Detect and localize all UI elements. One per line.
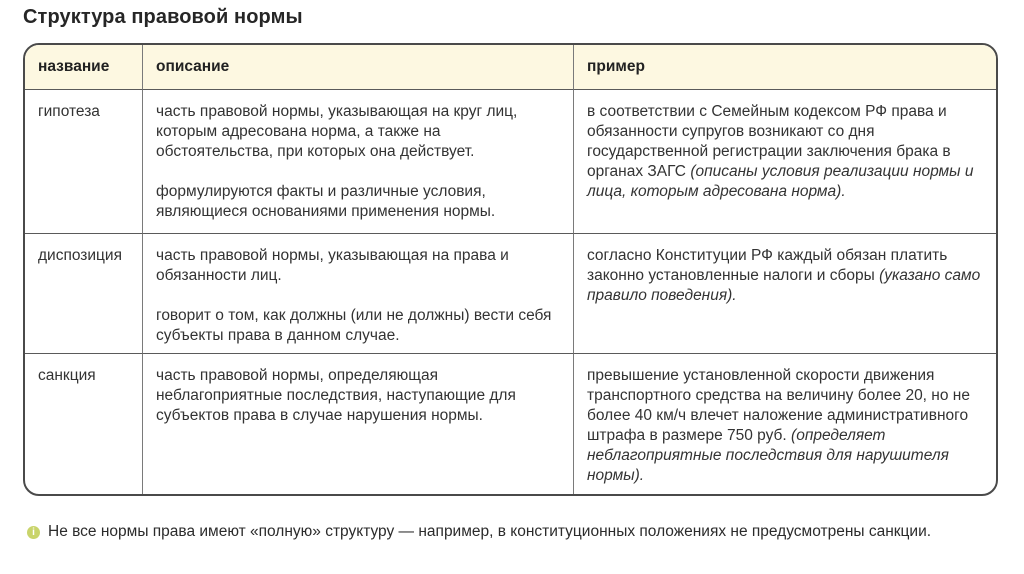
norm-structure-table (23, 43, 998, 496)
row-hypothesis-example (573, 90, 998, 234)
example-text: согласно Конституции РФ каждый обязан платить законно установленные налоги и сборы (587, 247, 948, 284)
page-title: Структура правовой нормы (23, 6, 303, 28)
example-note: (описаны условия реализации нормы и лица, которым адресована норма). (587, 163, 974, 200)
description-paragraph: часть правовой нормы, определяющая неблагоприятные последствия, наступающие для субъектов права в случае нарушения нормы. (156, 367, 516, 424)
row-hypothesis-name: гипотеза (25, 90, 142, 234)
example-text: в соответствии с Семейным кодексом РФ права и обязанности супругов возникают со дня государственной регистрации заключения брака в органах ЗАГС (587, 103, 951, 180)
example-note: (указано само правило поведения). (587, 267, 981, 304)
description-paragraph: часть правовой нормы, указывающая на круг лиц, которым адресована норма, а также на обстоятельства, при которых она действует. (156, 103, 518, 160)
footer-note-text: Не все нормы права имеют «полную» структуру — например, в конституционных положениях не предусмотрены санкции. (48, 523, 932, 540)
row-sanction-name: санкция (38, 367, 96, 384)
info-icon: i (27, 526, 40, 539)
row-disposition-description (142, 234, 573, 354)
row-disposition-name: диспозиция (25, 234, 142, 354)
example-note: (определяет неблагоприятные последствия для нарушителя нормы). (587, 427, 949, 484)
description-paragraph: часть правовой нормы, указывающая на права и обязанности лиц. (156, 247, 509, 284)
header-example: пример (573, 45, 998, 90)
footer-note (27, 521, 987, 543)
row-disposition-example (573, 234, 998, 354)
description-paragraph: формулируются факты и различные условия, являющиеся основаниями применения нормы. (156, 183, 496, 220)
row-sanction-description (142, 354, 573, 494)
description-paragraph: говорит о том, как должны (или не должны) вести себя субъекты права в данном случае. (156, 307, 552, 344)
row-sanction-example (573, 354, 998, 494)
header-description: описание (142, 45, 573, 90)
example-text: превышение установленной скорости движения транспортного средства на величину более 20, но не более 40 км/ч влечет наложение административного штрафа в размере 750 руб. (587, 367, 970, 444)
row-hypothesis-description (142, 90, 573, 234)
header-name: название (25, 45, 142, 90)
